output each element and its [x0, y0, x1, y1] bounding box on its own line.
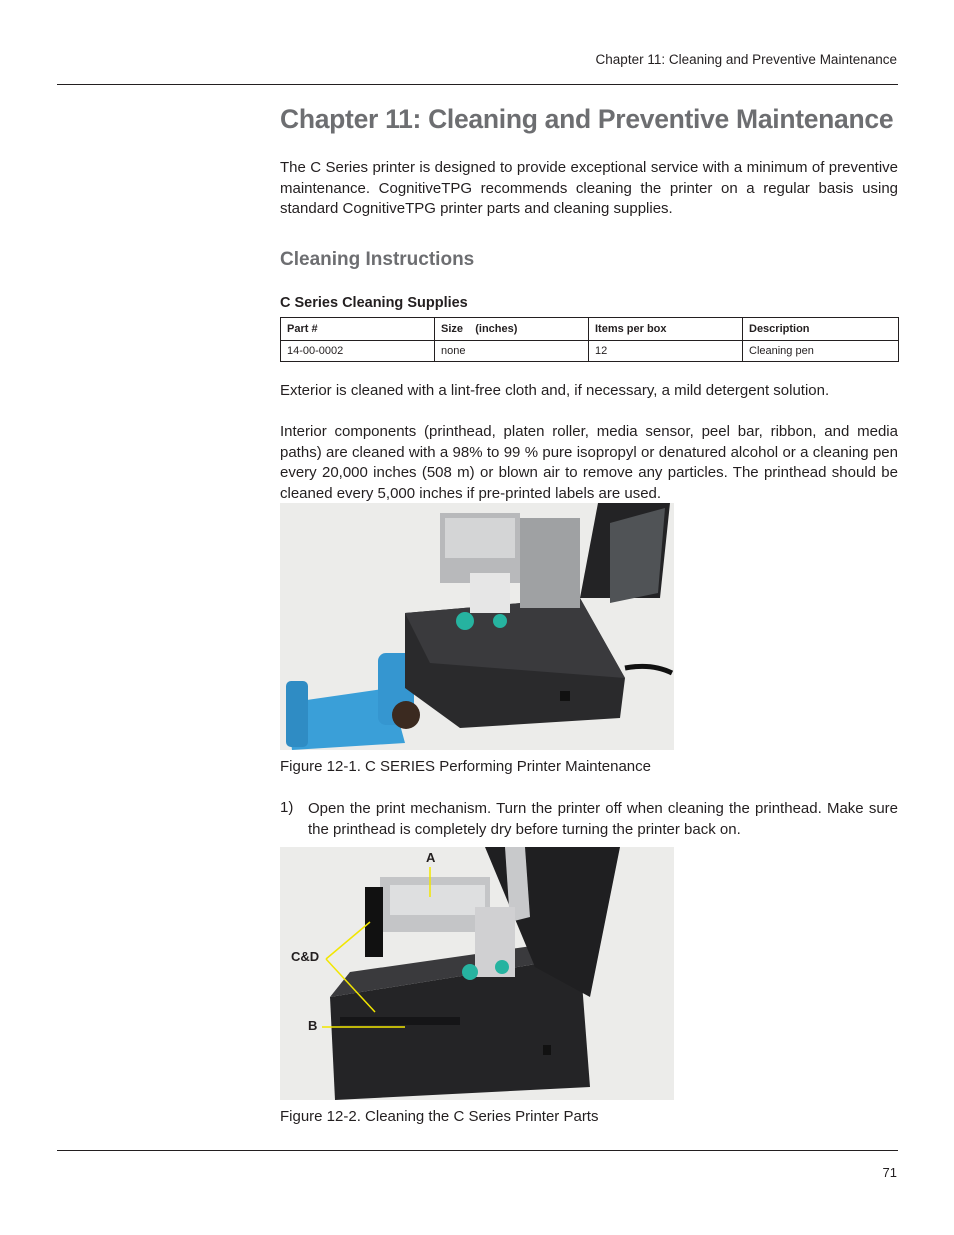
interior-paragraph: Interior components (printhead, platen roller, media sensor, peel bar, ribbon, and media paths) are cleaned with a 98% to 99 % pure isopropyl or denatured alcohol or a cleaning pen every 20,000 inches (508 m) or blown air to remove any particles. The printhead should be cleaned every 5,000 inches if pre-printed labels are used.: [280, 423, 898, 502]
step-text: Open the print mechanism. Turn the printer off when cleaning the printhead. Make sure the printhead is completely dry before turning the printer back on.: [308, 800, 898, 838]
table-row: [281, 341, 899, 362]
running-header: Chapter 11: Cleaning and Preventive Maintenance: [595, 52, 897, 67]
table-title: C Series Cleaning Supplies: [280, 295, 468, 311]
intro-paragraph: The C Series printer is designed to provide exceptional service with a minimum of preventive maintenance. CognitiveTPG recommends cleaning the printer on a regular basis using standard CognitiveTPG printer parts and cleaning supplies.: [280, 159, 898, 218]
step-number: 1): [280, 799, 294, 816]
printer-parts-illustration: [280, 847, 674, 1100]
callout-label-b: B: [308, 1018, 318, 1033]
table-cell: Cleaning pen: [743, 341, 899, 362]
column-header: Items per box: [589, 318, 743, 341]
callout-label-cd: C&D: [291, 949, 320, 964]
callout-label-a: A: [426, 850, 436, 865]
column-header: Size (inches): [435, 318, 589, 341]
printer-parts-photo: [280, 847, 674, 1100]
column-header: Description: [743, 318, 899, 341]
exterior-paragraph: Exterior is cleaned with a lint-free cloth and, if necessary, a mild detergent solution.: [280, 382, 830, 399]
chapter-title: Chapter 11: Cleaning and Preventive Maintenance: [280, 104, 894, 134]
table-cell: 12: [589, 341, 743, 362]
figure-2-caption: Figure 12-2. Cleaning the C Series Printer Parts: [280, 1108, 599, 1125]
printer-maintenance-photo: [280, 503, 674, 750]
table-cell: 14-00-0002: [281, 341, 435, 362]
section-heading: Cleaning Instructions: [280, 249, 475, 270]
footer-rule: [57, 1150, 898, 1151]
table-cell: none: [435, 341, 589, 362]
cleaning-supplies-table: [280, 317, 899, 362]
printer-maintenance-illustration: [280, 503, 674, 750]
page-number: 71: [882, 1165, 897, 1180]
column-header: Part #: [281, 318, 435, 341]
figure-1-caption: Figure 12-1. C SERIES Performing Printer Maintenance: [280, 758, 651, 775]
header-rule: [57, 84, 898, 85]
table-header-row: [281, 318, 899, 341]
